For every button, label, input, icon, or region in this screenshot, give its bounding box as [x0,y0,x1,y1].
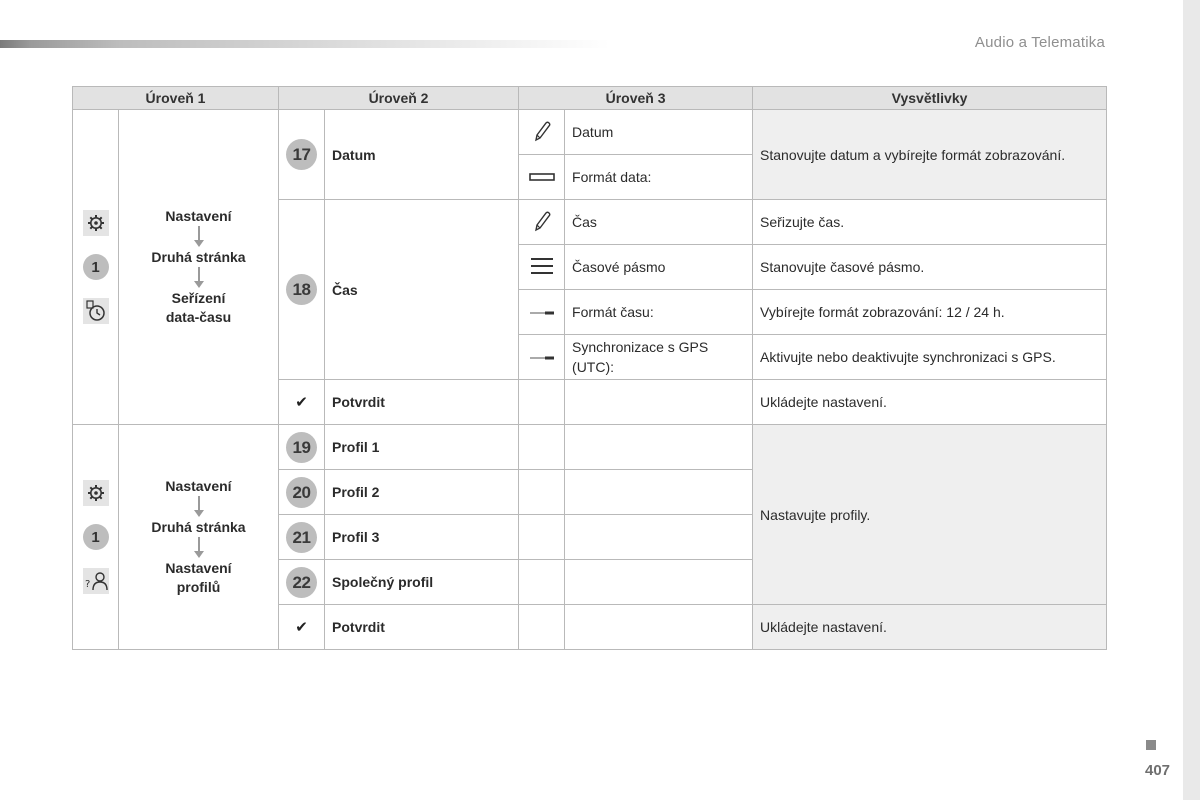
rectangle-field-icon [529,172,555,182]
sub-item-datum: Datum [565,110,753,155]
sub-icon-cell [519,245,565,290]
sub-icon-cell [519,290,565,335]
page-edge-bar [1183,0,1200,800]
item-confirm: Potvrdit [325,605,519,650]
level1-icons-cell [73,425,119,650]
toggle-icon [529,354,555,362]
empty-cell [565,425,753,470]
item-number-cell [279,425,325,470]
svg-text:?: ? [84,579,90,590]
header-stripe [0,40,610,48]
pencil-icon [532,120,552,142]
clock-settings-icon [83,298,109,324]
item-profile-2: Profil 2 [325,470,519,515]
explanation-profiles: Nastavujte profily. [753,425,1107,605]
menu-path [126,207,271,327]
level1-path-cell [119,110,279,425]
check-icon: ✔ [279,380,325,425]
item-datum: Datum [325,110,519,200]
explanation-gps-sync: Aktivujte nebo deaktivujte synchronizaci s GPS. [753,335,1107,380]
sub-item-time: Čas [565,200,753,245]
gear-icon [83,480,109,506]
settings-table [72,86,1107,650]
arrow-down-icon [193,267,205,289]
empty-cell [519,380,565,425]
profile-icon [83,568,109,594]
menu-path [126,477,271,597]
list-icon [530,257,554,275]
path-step-second-page: Druhá stránka [151,249,246,265]
path-step-date-time: Seřízení data-času [165,290,232,325]
page-marker [1146,740,1156,750]
item-confirm: Potvrdit [325,380,519,425]
empty-cell [519,425,565,470]
empty-cell [519,560,565,605]
empty-cell [565,470,753,515]
item-cas: Čas [325,200,519,380]
section-title: Audio a Telematika [974,34,1105,51]
level1-icons-cell [73,110,119,425]
level1-path-cell [119,425,279,650]
empty-cell [519,470,565,515]
gear-icon [83,210,109,236]
one-badge: 1 [83,524,109,550]
sub-icon-cell [519,335,565,380]
sub-icon-cell [519,155,565,200]
explanation-time: Seřizujte čas. [753,200,1107,245]
path-step-settings: Nastavení [165,478,232,494]
item-number-cell [279,515,325,560]
one-badge: 1 [83,254,109,280]
arrow-down-icon [193,537,205,559]
sub-item-time-format: Formát času: [565,290,753,335]
sub-item-date-format: Formát data: [565,155,753,200]
explanation-time-format: Vybírejte formát zobrazování: 12 / 24 h. [753,290,1107,335]
item-number-cell [279,560,325,605]
path-step-settings: Nastavení [165,208,232,224]
empty-cell [565,560,753,605]
toggle-icon [529,309,555,317]
column-header-level1: Úroveň 1 [73,87,279,110]
empty-cell [565,380,753,425]
number-badge-21: 21 [286,522,317,553]
empty-cell [519,605,565,650]
number-badge-18: 18 [286,274,317,305]
number-badge-19: 19 [286,432,317,463]
item-number-cell [279,200,325,380]
path-step-profiles: Nastavení profilů [165,560,232,595]
pencil-icon [532,210,552,232]
explanation-confirm: Ukládejte nastavení. [753,380,1107,425]
item-profile-3: Profil 3 [325,515,519,560]
sub-icon-cell [519,200,565,245]
arrow-down-icon [193,226,205,248]
explanation-datum: Stanovujte datum a vybírejte formát zobrazování. [753,110,1107,200]
arrow-down-icon [193,496,205,518]
path-step-second-page: Druhá stránka [151,519,246,535]
column-header-level3: Úroveň 3 [519,87,753,110]
page-number: 407 [1145,762,1171,779]
number-badge-17: 17 [286,139,317,170]
explanation-timezone: Stanovujte časové pásmo. [753,245,1107,290]
sub-item-timezone: Časové pásmo [565,245,753,290]
column-header-level2: Úroveň 2 [279,87,519,110]
check-icon: ✔ [279,605,325,650]
number-badge-20: 20 [286,477,317,508]
item-number-cell [279,110,325,200]
sub-item-gps-sync: Synchronizace s GPS (UTC): [565,335,753,380]
explanation-confirm: Ukládejte nastavení. [753,605,1107,650]
number-badge-22: 22 [286,567,317,598]
empty-cell [519,515,565,560]
column-header-explanation: Vysvětlivky [753,87,1107,110]
item-common-profile: Společný profil [325,560,519,605]
empty-cell [565,515,753,560]
empty-cell [565,605,753,650]
item-profile-1: Profil 1 [325,425,519,470]
item-number-cell [279,470,325,515]
sub-icon-cell [519,110,565,155]
